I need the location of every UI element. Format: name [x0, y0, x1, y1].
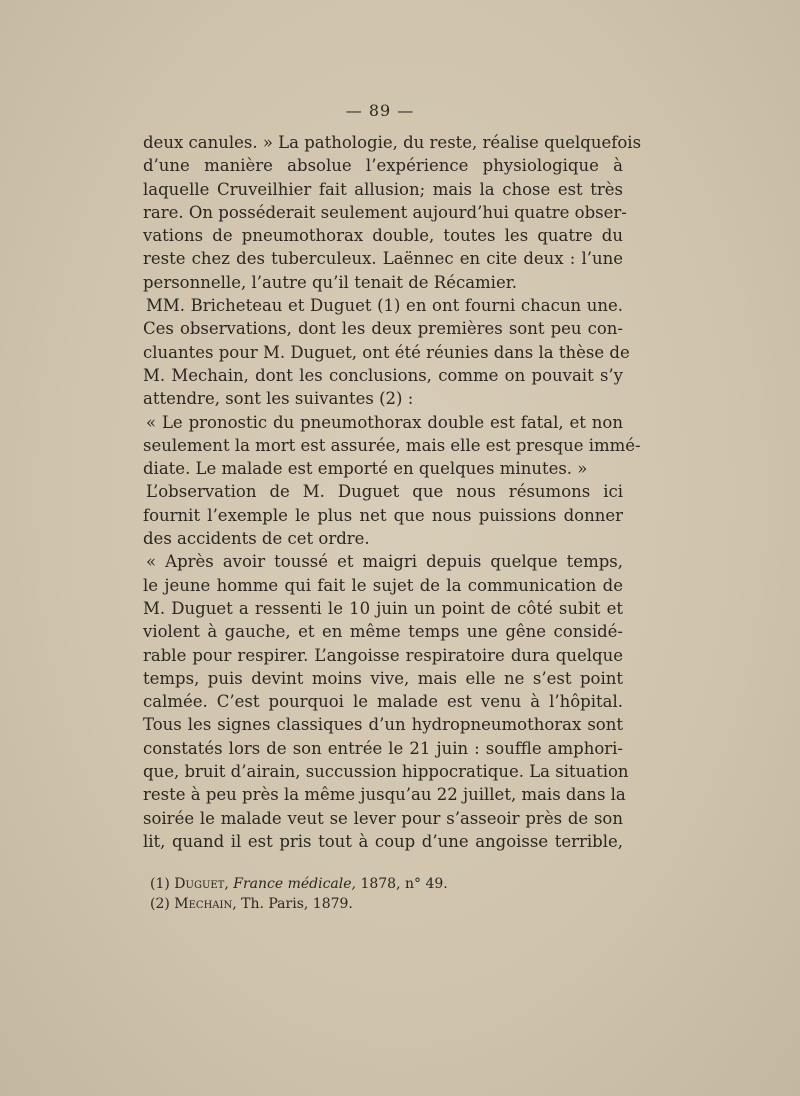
text-line: des accidents de cet ordre.	[143, 529, 370, 549]
footnotes	[150, 874, 590, 914]
footnote	[150, 894, 590, 914]
footnote-details: Th. Paris, 1879.	[241, 896, 353, 912]
text-line: lit, quand il est pris tout à coup d’une angoisse terrible,	[143, 831, 623, 851]
text-line: M. Duguet a ressenti le 10 juin un point de côté subit et	[143, 598, 623, 618]
text-line: attendre, sont les suivantes (2) :	[143, 389, 414, 409]
text-line: violent à gauche, et en même temps une gêne considé-	[143, 622, 623, 642]
footnote-marker: (1)	[150, 876, 170, 892]
footnote-author: Duguet,	[174, 876, 229, 892]
footnote	[150, 874, 590, 894]
text-line: diate. Le malade est emporté en quelques minutes. »	[143, 459, 588, 479]
text-line: le jeune homme qui fait le sujet de la communication de	[143, 575, 623, 595]
text-line: d’une manière absolue l’expérience physiologique à	[143, 156, 623, 176]
text-line: reste à peu près la même jusqu’au 22 juillet, mais dans la	[143, 785, 626, 805]
text-line: M. Mechain, dont les conclusions, comme on pouvait s’y	[143, 365, 623, 385]
text-line: laquelle Cruveilhier fait allusion; mais la chose est très	[143, 179, 623, 199]
footnote-author: Mechain,	[174, 896, 237, 912]
text-line: vations de pneumothorax double, toutes les quatre du	[143, 226, 623, 246]
text-line: soirée le malade veut se lever pour s’asseoir près de son	[143, 808, 623, 828]
text-line: reste chez des tuberculeux. Laënnec en cite deux : l’une	[143, 249, 623, 269]
footnote-work: France médicale,	[233, 876, 356, 892]
text-line: L’observation de M. Duguet que nous résumons ici	[146, 482, 623, 502]
text-line: temps, puis devint moins vive, mais elle ne s’est point	[143, 668, 623, 688]
text-line: cluantes pour M. Duguet, ont été réunies dans la thèse de	[143, 342, 630, 362]
text-line: que, bruit d’airain, succussion hippocratique. La situation	[143, 762, 629, 782]
text-line: rare. On posséderait seulement aujourd’hui quatre obser-	[143, 202, 627, 222]
body-text	[143, 131, 642, 853]
text-line: constatés lors de son entrée le 21 juin : souffle amphori-	[143, 738, 623, 758]
text-line: Tous les signes classiques d’un hydropneumothorax sont	[143, 715, 623, 735]
text-line: fournit l’exemple le plus net que nous puissions donner	[143, 505, 623, 525]
text-line: calmée. C’est pourquoi le malade est venu à l’hôpital.	[143, 692, 623, 712]
text-line: Ces observations, dont les deux premières sont peu con-	[143, 319, 623, 339]
text-line: « Le pronostic du pneumothorax double est fatal, et non	[146, 412, 623, 432]
text-line: seulement la mort est assurée, mais elle est presque immé-	[143, 435, 641, 455]
footnote-marker: (2)	[150, 896, 170, 912]
text-line: personnelle, l’autre qu’il tenait de Récamier.	[143, 272, 518, 292]
footnote-details: 1878, n° 49.	[360, 876, 448, 892]
text-line: « Après avoir toussé et maigri depuis quelque temps,	[146, 552, 623, 572]
page-number: — 89 —	[345, 101, 415, 120]
text-line: deux canules. » La pathologie, du reste, réalise quelquefois	[143, 133, 642, 152]
text-line: rable pour respirer. L’angoisse respiratoire dura quelque	[143, 645, 623, 665]
text-line: MM. Bricheteau et Duguet (1) en ont fourni chacun une.	[146, 296, 623, 316]
